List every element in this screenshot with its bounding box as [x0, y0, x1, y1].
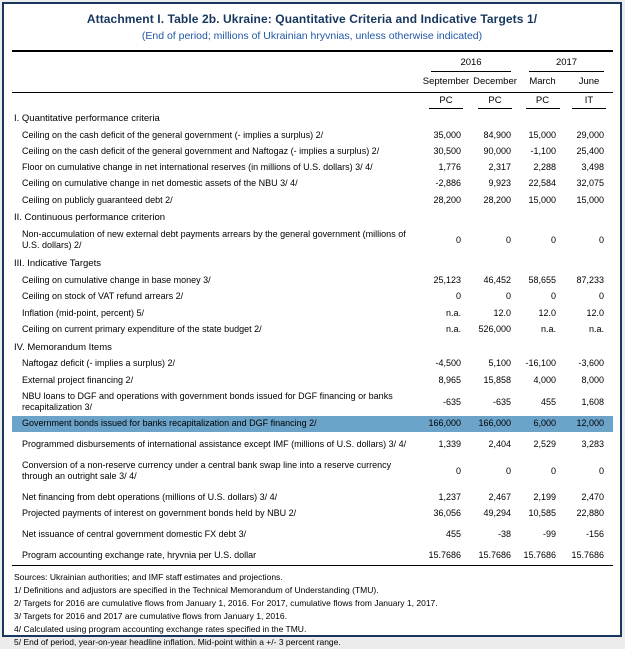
value-cell: 10,585 [528, 508, 557, 519]
value-cell: 0 [599, 291, 605, 302]
value-cell: 46,452 [483, 275, 512, 285]
table-row [12, 372, 613, 388]
value-cell: -1,100 [530, 145, 557, 156]
row-label: Ceiling on the cash deficit of the general government and Naftogaz (- implies a surplus) 2/ [22, 145, 380, 156]
table-row [12, 432, 613, 453]
column-type-pc: PC [478, 95, 512, 109]
value-cell: 15,000 [528, 129, 557, 140]
value-cell: -38 [498, 528, 512, 539]
highlighted-table-row [12, 416, 613, 432]
value-cell: 0 [599, 465, 605, 476]
footnote-4: 4/ Calculated using program accounting exchange rates specified in the TMU. [14, 623, 307, 634]
value-cell: 22,880 [576, 508, 605, 519]
footnote-1: 1/ Definitions and adjustors are specified in the Technical Memorandum of Understanding (TMU). [14, 584, 379, 595]
value-cell: 2,404 [488, 439, 512, 450]
value-cell: 3,498 [581, 162, 605, 172]
value-cell: 2,288 [533, 162, 557, 172]
value-cell: 1,776 [438, 162, 461, 172]
value-cell: 15.7686 [520, 543, 565, 566]
page-title: Attachment I. Table 2b. Ukraine: Quantitative Criteria and Indicative Targets 1/ [86, 12, 538, 26]
value-cell: 87,233 [576, 275, 605, 285]
value-cell: -16,100 [525, 358, 557, 369]
table-row [12, 273, 613, 289]
value-cell: 15,000 [528, 194, 557, 205]
row-label: Ceiling on cumulative change in base money 3/ [22, 275, 211, 285]
footnote-2: 2/ Targets for 2016 are cumulative flows from January 1, 2016. For 2017, cumulative flows from January 1, 2017. [14, 597, 438, 608]
section-header-row [12, 109, 613, 127]
footnotes [12, 566, 612, 649]
value-cell: 1,608 [581, 396, 605, 407]
table-row [12, 305, 613, 321]
value-cell: 2,199 [533, 491, 557, 502]
table-row [12, 176, 613, 192]
value-cell: 90,000 [483, 145, 512, 156]
value-cell: 0 [506, 291, 512, 302]
value-cell: -3,600 [578, 358, 605, 369]
table-row [12, 127, 613, 143]
value-cell: n.a. [589, 323, 605, 334]
value-cell: 36,056 [433, 508, 461, 519]
value-cell: -99 [543, 528, 557, 539]
section-header-row [12, 254, 613, 272]
row-label: Non-accumulation of new external debt payments arrears by the general government (millions of U.S. dollars) 2/ [22, 229, 406, 251]
value-cell: 35,000 [433, 129, 461, 140]
value-cell: 1,339 [438, 439, 461, 450]
table-row [12, 356, 613, 372]
row-label: Ceiling on publicly guaranteed debt 2/ [22, 194, 173, 205]
footnote-sources: Sources: Ukrainian authorities; and IMF staff estimates and projections. [14, 571, 283, 582]
value-cell: 3,283 [581, 439, 605, 450]
value-cell: 455 [445, 528, 461, 539]
value-cell: 28,200 [483, 194, 512, 205]
section-header-row [12, 208, 613, 226]
table-row [12, 485, 613, 506]
value-cell: 1,237 [438, 491, 461, 502]
value-cell: 8,965 [438, 374, 461, 385]
value-cell: 15.7686 [470, 543, 520, 566]
row-label: Naftogaz deficit (- implies a surplus) 2/ [22, 358, 176, 369]
value-cell: 0 [551, 465, 557, 476]
section-header: III. Indicative Targets [14, 258, 101, 270]
column-header-march: March [520, 72, 565, 92]
value-cell: 2,529 [533, 439, 557, 450]
value-cell: 6,000 [533, 418, 557, 429]
value-cell: 166,000 [478, 418, 512, 429]
value-cell: 58,655 [528, 275, 557, 285]
table-row [12, 543, 613, 566]
row-label: Inflation (mid-point, percent) 5/ [22, 307, 145, 318]
value-cell: 0 [455, 291, 461, 302]
value-cell: -635 [442, 396, 461, 407]
value-cell: 455 [540, 396, 557, 407]
column-type-row [12, 92, 613, 108]
year-header-row [12, 51, 613, 72]
section-header: IV. Memorandum Items [14, 341, 112, 353]
footnote-5: 5/ End of period, year-on-year headline inflation. Mid-point within a +/- 3 percent range. [14, 636, 341, 647]
row-label: Program accounting exchange rate, hryvnia per U.S. dollar [12, 543, 422, 566]
section-header: II. Continuous performance criterion [14, 212, 166, 224]
column-type-pc: PC [526, 95, 560, 109]
value-cell: n.a. [445, 307, 461, 318]
row-label: External project financing 2/ [22, 374, 134, 385]
value-cell: 12,000 [576, 418, 605, 429]
value-cell: 2,467 [488, 491, 512, 502]
table-row [12, 506, 613, 522]
value-cell: 0 [506, 465, 512, 476]
value-cell: 5,100 [488, 358, 512, 369]
value-cell: 9,923 [488, 178, 512, 189]
value-cell: 12.0 [493, 307, 512, 318]
section-header: I. Quantitative performance criteria [14, 112, 160, 124]
value-cell: 32,075 [576, 178, 605, 189]
month-header-row [12, 72, 613, 92]
row-label: Conversion of a non-reserve currency under a central bank swap line into a reserve currency through an outright sale 3/ 4/ [22, 459, 392, 482]
value-cell: 15,000 [576, 194, 605, 205]
value-cell: 8,000 [581, 374, 605, 385]
targets-table [12, 50, 613, 566]
value-cell: -635 [493, 396, 512, 407]
value-cell: -4,500 [435, 358, 461, 369]
value-cell: 4,000 [533, 374, 557, 385]
value-cell: n.a. [541, 323, 557, 334]
value-cell: 166,000 [428, 418, 461, 429]
row-label: Net issuance of central government domestic FX debt 3/ [22, 528, 247, 539]
table-row [12, 192, 613, 208]
table-row [12, 289, 613, 305]
value-cell: 0 [551, 234, 557, 245]
row-label: NBU loans to DGF and operations with government bonds issued for DGF financing or banks recapitalization 3/ [22, 390, 393, 413]
year-group-2016: 2016 [431, 57, 511, 72]
footnote-3: 3/ Targets for 2016 and 2017 are cumulative flows from January 1, 2016. [14, 610, 287, 621]
table-row [12, 522, 613, 543]
table-row [12, 453, 613, 485]
row-label: Government bonds issued for banks recapitalization and DGF financing 2/ [22, 418, 317, 429]
table-row [12, 143, 613, 159]
column-type-it: IT [572, 95, 606, 109]
value-cell: 0 [551, 291, 557, 302]
value-cell: n.a. [445, 323, 461, 334]
table-row [12, 227, 613, 255]
column-header-december: December [470, 72, 520, 92]
value-cell: 526,000 [478, 323, 512, 334]
value-cell: 2,317 [488, 162, 512, 172]
column-header-september: September [422, 72, 470, 92]
value-cell: -156 [586, 528, 605, 539]
column-type-pc: PC [429, 95, 463, 109]
value-cell: 49,294 [483, 508, 512, 519]
row-label: Floor on cumulative change in net international reserves (in millions of U.S. dollars) 3/ 4/ [22, 162, 373, 172]
value-cell: 12.0 [586, 307, 605, 318]
year-group-2017: 2017 [529, 57, 604, 72]
column-header-june: June [565, 72, 613, 92]
page [2, 2, 622, 647]
table-row [12, 160, 613, 176]
value-cell: 22,584 [528, 178, 557, 189]
value-cell: 0 [506, 234, 512, 245]
row-label: Ceiling on cumulative change in net domestic assets of the NBU 3/ 4/ [22, 178, 298, 189]
page-subtitle: (End of period; millions of Ukrainian hryvnias, unless otherwise indicated) [141, 30, 483, 42]
value-cell: 25,400 [576, 145, 605, 156]
value-cell: 84,900 [483, 129, 512, 140]
value-cell: 15,858 [483, 374, 512, 385]
table-row [12, 321, 613, 337]
value-cell: -2,886 [435, 178, 461, 189]
row-label: Ceiling on stock of VAT refund arrears 2/ [22, 291, 184, 302]
value-cell: 12.0 [538, 307, 557, 318]
value-cell: 25,123 [433, 275, 461, 285]
table-row [12, 388, 613, 416]
value-cell: 0 [455, 234, 461, 245]
value-cell: 15.7686 [565, 543, 613, 566]
value-cell: 30,500 [433, 145, 461, 156]
value-cell: 0 [455, 465, 461, 476]
value-cell: 2,470 [581, 491, 605, 502]
row-label: Ceiling on the cash deficit of the general government (- implies a surplus) 2/ [22, 129, 324, 140]
value-cell: 28,200 [433, 194, 461, 205]
row-label: Net financing from debt operations (millions of U.S. dollars) 3/ 4/ [22, 491, 278, 502]
row-label: Ceiling on current primary expenditure of the state budget 2/ [22, 323, 262, 334]
value-cell: 0 [599, 234, 605, 245]
value-cell: 15.7686 [422, 543, 470, 566]
section-header-row [12, 338, 613, 356]
row-label: Projected payments of interest on government bonds held by NBU 2/ [22, 508, 297, 519]
row-label: Programmed disbursements of international assistance except IMF (millions of U.S. dollars) 3/ 4/ [22, 439, 407, 450]
value-cell: 29,000 [576, 129, 605, 140]
